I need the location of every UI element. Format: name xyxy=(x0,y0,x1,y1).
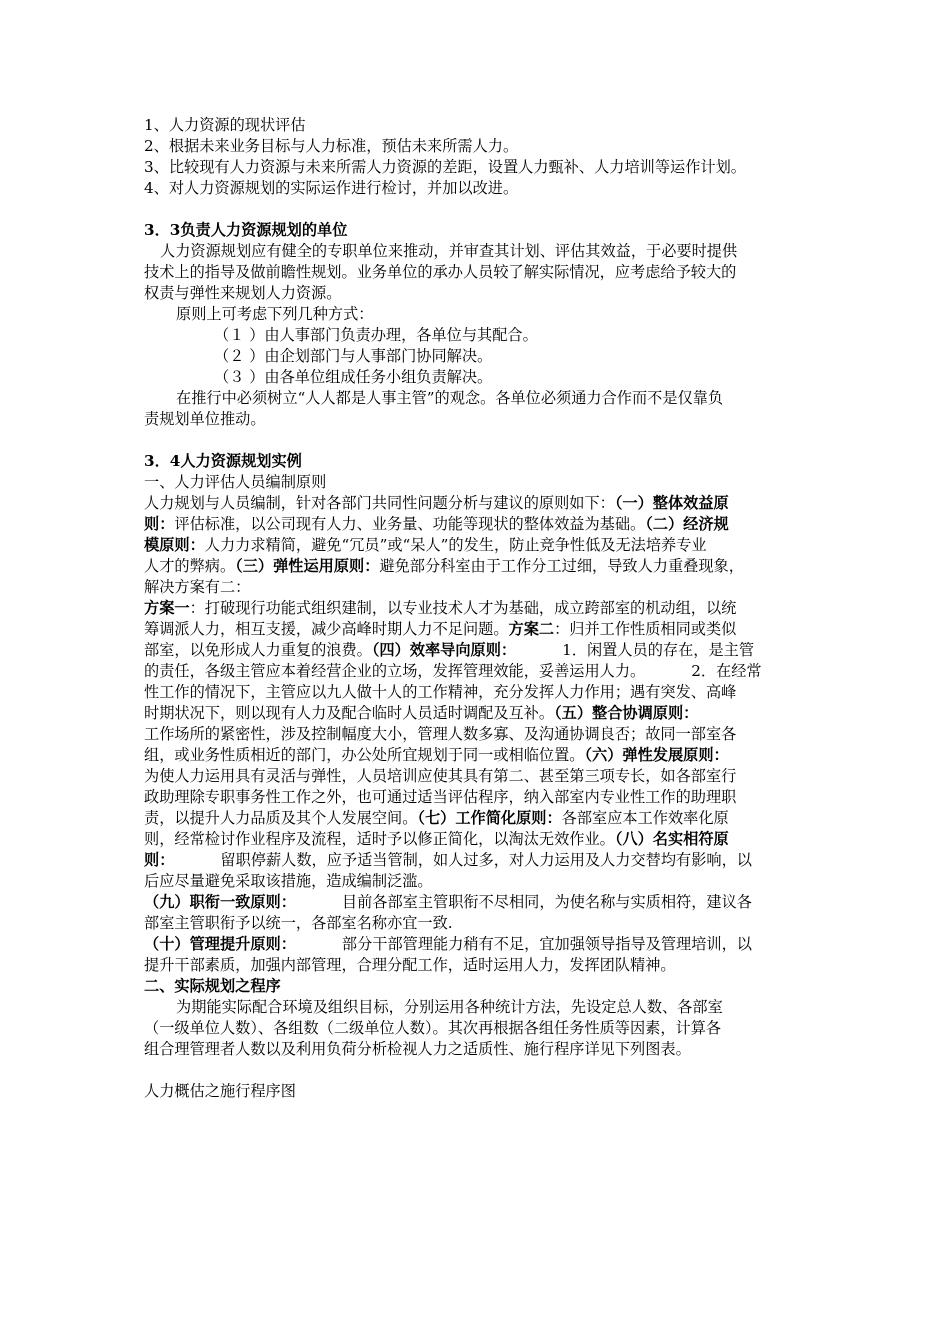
principle-label: （八）名实相符原 xyxy=(614,830,729,848)
paragraph-line: 的责任，各级主管应本着经营企业的立场，发挥管理效能，妥善运用人力。 2．在经常 xyxy=(144,662,762,680)
principle-label: （十）管理提升原则： xyxy=(144,935,296,953)
principle-label: （三）弹性运用原则： xyxy=(235,557,380,575)
option-item: （１ ）由人事部门负责办理，各单位与其配合。 xyxy=(214,326,538,344)
paragraph-line: 组，或业务性质相近的部门，办公处所宜规划于同一或相临位置。（六）弹性发展原则： xyxy=(144,746,729,764)
paragraph-line: 部室主管职衔予以统一，各部室名称亦宜一致. xyxy=(144,914,453,932)
subheading: 二、实际规划之程序 xyxy=(144,977,281,995)
principle-label: 则： xyxy=(144,515,175,533)
paragraph-line: 模原则：人力力求精简，避免“冗员”或“呆人”的发生，防止竞争性低及无法培养专业 xyxy=(144,536,707,554)
paragraph-line: 组合理管理者人数以及利用负荷分析检视人力之适质性、施行程序详见下列图表。 xyxy=(144,1040,691,1058)
principle-label: （七）工作简化原则： xyxy=(417,809,562,827)
paragraph-line: 方案一：打破现行功能式组织建制，以专业技术人才为基础，成立跨部室的机动组，以统 xyxy=(144,599,737,617)
paragraph-line: 为使人力运用具有灵活与弹性，人员培训应使其具有第二、甚至第三项专长，如各部室行 xyxy=(144,767,737,785)
list-item: 1、人力资源的现状评估 xyxy=(144,116,306,134)
list-item: 2、根据未来业务目标与人力标准，预估未来所需人力。 xyxy=(144,137,519,155)
plan-label: 方案一 xyxy=(144,599,190,617)
paragraph-line: 原则上可考虑下列几种方式： xyxy=(176,305,374,323)
paragraph-line: 在推行中必须树立“人人都是人事主管”的观念。各单位必须通力合作而不是仅靠负 xyxy=(176,389,724,407)
section-heading-3-3: 3．3负责人力资源规划的单位 xyxy=(144,221,348,239)
principle-label: （一）整体效益原 xyxy=(614,494,729,512)
option-item: （３ ）由各单位组成任务小组负责解决。 xyxy=(214,368,493,386)
paragraph-line: 人才的弊病。（三）弹性运用原则：避免部分科室由于工作分工过细，导致人力重叠现象， xyxy=(144,557,744,575)
principle-label: （九）职衔一致原则： xyxy=(144,893,296,911)
paragraph-line: 筹调派人力，相互支援，减少高峰时期人力不足问题。方案二：归并工作性质相同或类似 xyxy=(144,620,737,638)
paragraph-line: 则，经常检讨作业程序及流程，适时予以修正简化，以淘汰无效作业。（八）名实相符原 xyxy=(144,830,729,848)
paragraph-line: 为期能实际配合环境及组织目标，分别运用各种统计方法，先设定总人数、各部室 xyxy=(176,998,723,1016)
paragraph-line: 技术上的指导及做前瞻性规划。业务单位的承办人员较了解实际情况，应考虑给予较大的 xyxy=(144,263,737,281)
paragraph-line: 政助理除专职事务性工作之外，也可通过适当评估程序，纳入部室内专业性工作的助理职 xyxy=(144,788,737,806)
option-item: （２ ）由企划部门与人事部门协同解决。 xyxy=(214,347,493,365)
paragraph-line: 提升干部素质，加强内部管理，合理分配工作，适时运用人力，发挥团队精神。 xyxy=(144,956,676,974)
paragraph-line: （十）管理提升原则： 部分干部管理能力稍有不足，宜加强领导指导及管理培训，以 xyxy=(144,935,752,953)
principle-label: （六）弹性发展原则： xyxy=(584,746,729,764)
paragraph-line: 解决方案有二： xyxy=(144,578,251,596)
list-item: 3、比较现有人力资源与未来所需人力资源的差距，设置人力甄补、人力培训等运作计划。 xyxy=(144,158,746,176)
principle-label: 则： xyxy=(144,851,175,869)
paragraph-line: 后应尽量避免采取该措施，造成编制泛滥。 xyxy=(144,872,433,890)
principle-label: （四）效率导向原则： xyxy=(371,641,517,659)
paragraph-line: 权责与弹性来规划人力资源。 xyxy=(144,284,342,302)
figure-caption: 人力概估之施行程序图 xyxy=(144,1082,296,1100)
paragraph-line: 人力规划与人员编制，针对各部门共同性问题分析与建议的原则如下：（一）整体效益原 xyxy=(144,494,729,512)
paragraph-line: 部室，以免形成人力重复的浪费。（四）效率导向原则： 1．闲置人员的存在，是主管 xyxy=(144,641,755,659)
paragraph-line: 则：评估标准，以公司现有人力、业务量、功能等现状的整体效益为基础。（二）经济规 xyxy=(144,515,729,533)
subheading: 一、人力评估人员编制原则 xyxy=(144,473,327,491)
paragraph-line: 时期状况下，则以现有人力及配合临时人员适时调配及互补。（五）整合协调原则： xyxy=(144,704,699,722)
principle-label: （二）经济规 xyxy=(645,515,729,533)
plan-label: 方案二 xyxy=(508,620,555,638)
paragraph-line: （一级单位人数）、各组数（二级单位人数）。其次再根据各组任务性质等因素，计算各 xyxy=(144,1019,722,1037)
paragraph-line: 责规划单位推动。 xyxy=(144,410,266,428)
paragraph-line: 工作场所的紧密性，涉及控制幅度大小，管理人数多寡、及沟通协调良否；故同一部室各 xyxy=(144,725,737,743)
paragraph-line: 性工作的情况下，主管应以九人做十人的工作精神，充分发挥人力作用；遇有突发、高峰 xyxy=(144,683,737,701)
document-page xyxy=(144,115,812,1102)
paragraph-line: 人力资源规划应有健全的专职单位来推动，并审查其计划、评估其效益，于必要时提供 xyxy=(160,242,738,260)
principle-label: （五）整合协调原则： xyxy=(554,704,699,722)
list-item: 4、对人力资源规划的实际运作进行检讨，并加以改进。 xyxy=(144,179,519,197)
principle-label: 模原则： xyxy=(144,536,205,554)
section-heading-3-4: 3．4人力资源规划实例 xyxy=(144,452,302,470)
paragraph-line: （九）职衔一致原则： 目前各部室主管职衔不尽相同，为使名称与实质相符，建议各 xyxy=(144,893,752,911)
paragraph-line: 则： 留职停薪人数，应予适当管制，如人过多，对人力运用及人力交替均有影响，以 xyxy=(144,851,752,869)
paragraph-line: 责，以提升人力品质及其个人发展空间。（七）工作简化原则：各部室应本工作效率化原 xyxy=(144,809,729,827)
